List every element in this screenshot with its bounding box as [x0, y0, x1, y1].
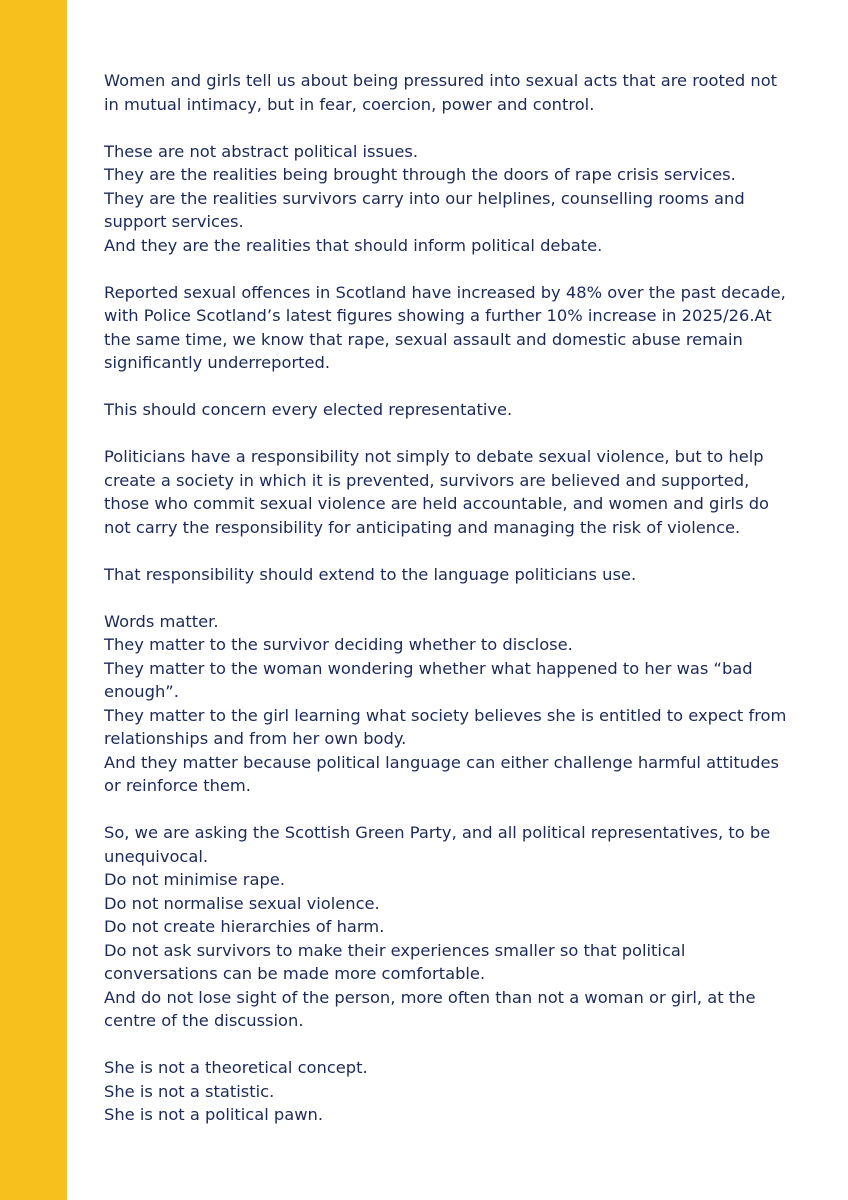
text-line: These are not abstract political issues.	[104, 141, 419, 161]
text-line: They matter to the survivor deciding whether to disclose.	[104, 635, 573, 654]
text-line: Do not ask survivors to make their experiences smaller so that political conversations can be made more comfortable.	[104, 940, 686, 983]
text-line: She is not a political pawn.	[104, 1105, 324, 1124]
paragraph	[104, 398, 794, 422]
text-line: Do not normalise sexual violence.	[104, 893, 380, 913]
paragraph	[104, 140, 794, 258]
text-line: She is not a theoretical concept.	[104, 1058, 368, 1077]
text-line: They are the realities survivors carry into our helplines, counselling rooms and support services.	[104, 188, 745, 231]
text-line: And do not lose sight of the person, more often than not a woman or girl, at the centre of the discussion.	[104, 987, 756, 1030]
text-line: Words matter.	[104, 611, 219, 631]
paragraph	[104, 445, 794, 539]
paragraph	[104, 610, 794, 798]
paragraph	[104, 563, 794, 587]
text-line: Do not minimise rape.	[104, 870, 285, 889]
text-line: Politicians have a responsibility not simply to debate sexual violence, but to help create a society in which it is prevented, survivors are believed and supported, those who commit sexual violence are held accountable, and women and girls do not carry the responsibility for anticipating and managing the risk of violence.	[104, 447, 770, 537]
text-line: Women and girls tell us about being pressured into sexual acts that are rooted not in mutual intimacy, but in fear, coercion, power and control.	[104, 71, 778, 114]
text-line: They matter to the woman wondering whether what happened to her was “bad enough”.	[104, 658, 753, 701]
accent-side-bar	[0, 0, 67, 1200]
paragraph	[104, 1056, 794, 1127]
text-line: And they matter because political language can either challenge harmful attitudes or reinforce them.	[104, 752, 779, 795]
text-line: This should concern every elected representative.	[104, 400, 513, 419]
paragraph	[104, 821, 794, 1033]
text-line: Do not create hierarchies of harm.	[104, 917, 385, 936]
text-line: That responsibility should extend to the language politicians use.	[104, 564, 637, 584]
text-line: And they are the realities that should inform political debate.	[104, 235, 603, 255]
text-line: They matter to the girl learning what society believes she is entitled to expect from relationships and from her own body.	[104, 705, 787, 748]
document-body	[104, 69, 794, 1127]
text-line: So, we are asking the Scottish Green Party, and all political representatives, to be unequivocal.	[104, 823, 771, 866]
paragraph	[104, 281, 794, 375]
text-line: She is not a statistic.	[104, 1081, 275, 1101]
paragraph	[104, 69, 794, 116]
text-line: Reported sexual offences in Scotland have increased by 48% over the past decade, with Police Scotland’s latest figures showing a further 10% increase in 2025/26.At the same time, we know that rape, sexual assault and domestic abuse remain significantly underreported.	[104, 282, 786, 372]
text-line: They are the realities being brought through the doors of rape crisis services.	[104, 165, 736, 184]
